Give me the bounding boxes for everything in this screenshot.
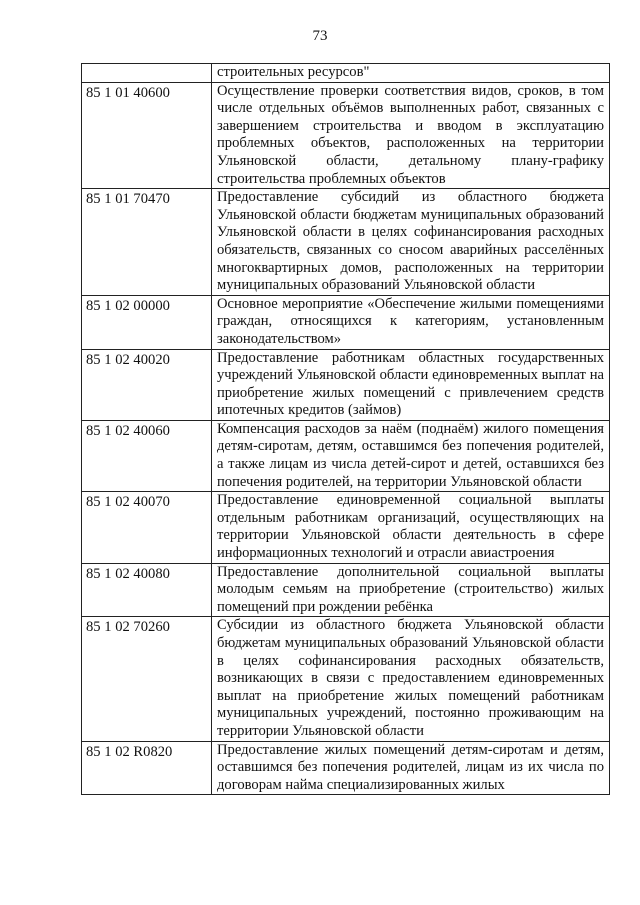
code-cell: 85 1 02 00000 — [82, 295, 212, 349]
code-cell: 85 1 02 40080 — [82, 563, 212, 617]
code-cell: 85 1 01 70470 — [82, 189, 212, 296]
code-cell: 85 1 02 40070 — [82, 492, 212, 563]
budget-codes-table — [81, 63, 610, 795]
code-cell: 85 1 02 R0820 — [82, 741, 212, 795]
code-cell: 85 1 01 40600 — [82, 82, 212, 189]
table-row — [82, 189, 610, 296]
description-cell: Предоставление единовременной социальной выплаты отдельным работникам организаций, осуществляющих на территории Ульяновской области деятельность в сфере информационных технологий и отрасли авиастроения — [212, 492, 610, 563]
table-row — [82, 349, 610, 420]
table-row — [82, 492, 610, 563]
table-row — [82, 741, 610, 795]
description-cell: Предоставление субсидий из областного бюджета Ульяновской области бюджетам муниципальных образований Ульяновской области в целях софинансирования расходных обязательств, связанных со сносом аварийных расселённых многоквартирных домов, расположенных на территории муниципальных образований Ульяновской области — [212, 189, 610, 296]
table-row — [82, 617, 610, 741]
table-row — [82, 563, 610, 617]
description-cell: Предоставление дополнительной социальной выплаты молодым семьям на приобретение (строительство) жилых помещений при рождении ребёнка — [212, 563, 610, 617]
table-row — [82, 420, 610, 491]
code-cell: 85 1 02 40060 — [82, 420, 212, 491]
page-number: 73 — [312, 28, 328, 44]
table-row — [82, 64, 610, 83]
description-cell: Основное мероприятие «Обеспечение жилыми помещениями граждан, относящихся к категориям, установленным законодательством» — [212, 295, 610, 349]
description-cell: Компенсация расходов за наём (поднаём) жилого помещения детям-сиротам, детям, оставшимся без попечения родителей, а также лицам из числа детей-сирот и детей, оставшихся без попечения родителей, на территории Ульяновской области — [212, 420, 610, 491]
code-cell — [82, 64, 212, 83]
description-cell: Предоставление работникам областных государственных учреждений Ульяновской области единовременных выплат на приобретение жилых помещений с привлечением средств ипотечных кредитов (займов) — [212, 349, 610, 420]
table-row — [82, 82, 610, 189]
description-cell: Субсидии из областного бюджета Ульяновской области бюджетам муниципальных образований Ульяновской области в целях софинансирования расходных обязательств, возникающих в связи с предоставлением единовременных выплат на приобретение жилых помещений работникам муниципальных учреждений, постоянно проживающим на территории Ульяновской области — [212, 617, 610, 741]
description-cell: Предоставление жилых помещений детям-сиротам и детям, оставшимся без попечения родителей, лицам из их числа по договорам найма специализированных жилых — [212, 741, 610, 795]
description-cell: строительных ресурсов" — [212, 64, 610, 83]
description-cell: Осуществление проверки соответствия видов, сроков, в том числе отдельных объёмов выполненных работ, связанных с завершением строительства и вводом в эксплуатацию проблемных объектов, расположенных на территории Ульяновской области, детальному плану-графику строительства проблемных объектов — [212, 82, 610, 189]
code-cell: 85 1 02 40020 — [82, 349, 212, 420]
table-row — [82, 295, 610, 349]
code-cell: 85 1 02 70260 — [82, 617, 212, 741]
